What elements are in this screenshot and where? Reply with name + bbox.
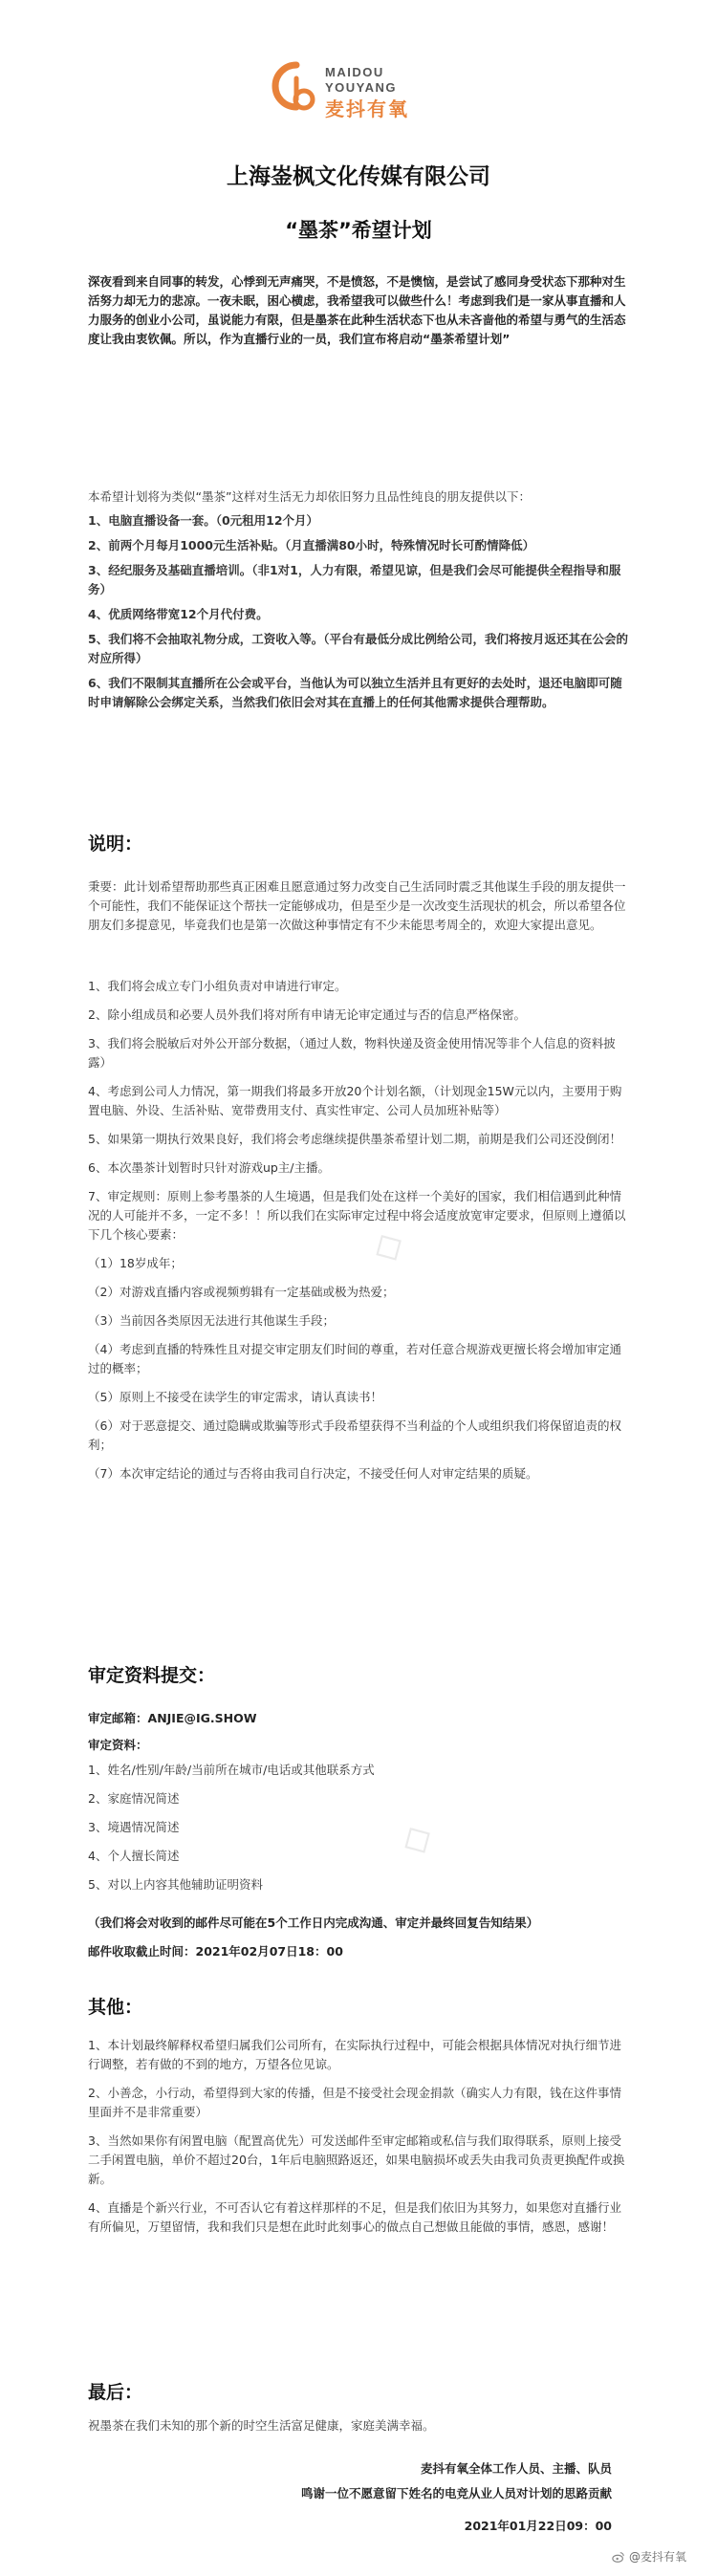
other-item: 4、直播是个新兴行业，不可否认它有着这样那样的不足，但是我们依旧为其努力，如果您对直播行业有所偏见，万望留情，我和我们只是想在此时此刻事心的做点自己想做且能做的事情，感恩，感谢！ — [88, 2200, 621, 2234]
other-item: 3、当然如果你有闲置电脑（配置高优先）可发送邮件至审定邮箱或私信与我们取得联系，原则上接受二手闲置电脑，单价不超过20台，1年后电脑照路返还，如果电脑损坏或丢失由我司负责更换配件或换新。 — [88, 2133, 625, 2186]
logo-text-en-2: YOUYANG — [325, 80, 398, 95]
criteria-item: （5）原则上不接受在读学生的审定需求，请认真读书！ — [88, 1390, 382, 1404]
company-name: 上海崟枫文化传媒有限公司 — [227, 164, 490, 189]
intro-paragraph: 深夜看到来自同事的转发，心悸到无声痛哭，不是愤怒，不是懊恼，是尝试了感同身受状态下那种对生活努力却无力的悲凉。一夜未眠，困心横虑，我希望我可以做些什么！考虑到我们是一家从事直播和人力服务的创业小公司，虽说能力有限，但是墨茶在此种生活状态下也从未吝啬他的希望与勇气的生活态度让我由衷钦佩。所以，作为直播行业的一员，我们宣布将启动“墨茶希望计划” — [88, 274, 626, 346]
section-heading-review: 审定资料提交： — [88, 1665, 216, 1686]
faint-watermark-mark: ◇ — [392, 1811, 441, 1865]
review-materials-label: 审定资料： — [88, 1738, 148, 1752]
explain-item: 3、我们将会脱敏后对外公开部分数据，（通过人数，物料快递及资金使用情况等非个人信息的资料披露） — [88, 1036, 616, 1070]
explain-intro: 秉要：此计划希望帮助那些真正困难且愿意通过努力改变自己生活同时震乏其他谋生手段的朋友提供一个可能性，我们不能保证这个帮扶一定能够成功，但是至少是一次改变生活现状的机会，所以希望各位朋友们多提意见，毕竟我们也是第一次做这种事情定有不少未能思考周全的，欢迎大家提出意见。 — [88, 879, 626, 932]
offer-item: 4、优质网络带宽12个月代付费。 — [88, 607, 269, 621]
review-note: （我们将会对收到的邮件尽可能在5个工作日内完成沟通、审定并最终回复告知结果） — [88, 1916, 539, 1930]
material-item: 1、姓名/性别/年龄/当前所在城市/电话或其他联系方式 — [88, 1763, 375, 1777]
weibo-icon — [612, 2550, 625, 2564]
material-item: 4、个人擅长简述 — [88, 1849, 180, 1863]
faint-watermark-mark: ◇ — [363, 1219, 412, 1272]
section-heading-explain: 说明： — [88, 833, 143, 855]
watermark-text: @麦抖有氧 — [628, 2550, 686, 2564]
material-item: 5、对以上内容其他辅助证明资料 — [88, 1877, 263, 1892]
explain-item: 6、本次墨茶计划暂时只针对游戏up主/主播。 — [88, 1160, 331, 1175]
signature-line-1: 麦抖有氧全体工作人员、主播、队员 — [420, 2461, 612, 2476]
logo-mark-icon — [270, 59, 323, 117]
offers-intro: 本希望计划将为类似“墨茶”这样对生活无力却依旧努力且品性纯良的朋友提供以下： — [88, 489, 531, 504]
review-deadline-line — [88, 1942, 633, 1961]
criteria-item: （6）对于恶意提交、通过隐瞒或欺骗等形式手段希望获得不当利益的个人或组织我们将保留追责的权利； — [88, 1418, 621, 1452]
explain-item: 5、如果第一期执行效果良好，我们将会考虑继续提供墨茶希望计划二期，前期是我们公司还没倒闭！ — [88, 1132, 621, 1146]
material-item: 3、境遇情况简述 — [88, 1820, 180, 1834]
other-item: 1、本计划最终解释权希望归属我们公司所有，在实际执行过程中，可能会根据具体情况对执行细节进行调整，若有做的不到的地方，万望各位见谅。 — [88, 2038, 621, 2071]
material-item: 2、家庭情况简述 — [88, 1791, 180, 1806]
criteria-item: （7）本次审定结论的通过与否将由我司自行决定，不接受任何人对审定结果的质疑。 — [88, 1466, 538, 1481]
plan-title: “墨茶”希望计划 — [285, 219, 432, 242]
weibo-watermark — [612, 2548, 686, 2565]
review-deadline-label: 邮件收取截止时间： — [88, 1944, 196, 1959]
signature-line-2: 鸣谢一位不愿意留下姓名的电竞从业人员对计划的思路贡献 — [300, 2486, 612, 2500]
criteria-item: （3）当前因各类原因无法进行其他谋生手段； — [88, 1313, 335, 1328]
logo-text-cn: 麦抖有氧 — [325, 97, 409, 120]
review-materials-list — [88, 1761, 633, 1894]
review-deadline: 2021年02月07日18：00 — [195, 1944, 343, 1959]
explain-item: 1、我们将会成立专门小组负责对申请进行审定。 — [88, 979, 347, 993]
offers-list — [88, 511, 633, 712]
last-text: 祝墨茶在我们未知的那个新的时空生活富足健康，家庭美满幸福。 — [88, 2418, 435, 2433]
explain-list — [88, 977, 633, 1483]
criteria-item: （4）考虑到直播的特殊性且对提交审定朋友们时间的尊重，若对任意合规游戏更擅长将会增加审定通过的概率； — [88, 1342, 621, 1375]
explain-item: 7、审定规则：原则上参考墨茶的人生境遇，但是我们处在这样一个美好的国家，我们相信遇到此种情况的人可能并不多，一定不多！！所以我们在实际审定过程中将会适度放宽审定要求，但原则上遵循以下几个核心要素： — [88, 1189, 626, 1242]
brand-logo — [270, 59, 451, 120]
signature-date: 2021年01月22日09：00 — [464, 2519, 612, 2533]
section-heading-last: 最后： — [88, 2382, 143, 2403]
signature-block — [301, 2457, 612, 2539]
logo-text-en-1: MAIDOU — [325, 65, 384, 79]
offer-item: 3、经纪服务及基础直播培训。（非1对1，人力有限，希望见谅，但是我们会尽可能提供全程指导和服务） — [88, 563, 621, 596]
section-heading-other: 其他： — [88, 1997, 143, 2018]
other-list — [88, 2036, 633, 2237]
explain-item: 2、除小组成员和必要人员外我们将对所有申请无论审定通过与否的信息严格保密。 — [88, 1007, 526, 1022]
criteria-item: （2）对游戏直播内容或视频剪辑有一定基础或极为热爱； — [88, 1285, 395, 1299]
offer-item: 5、我们将不会抽取礼物分成，工资收入等。（平台有最低分成比例给公司，我们将按月返还其在公会的对应所得） — [88, 632, 628, 665]
review-email-label: 审定邮箱： — [88, 1711, 148, 1725]
offer-item: 6、我们不限制其直播所在公会或平台，当他认为可以独立生活并且有更好的去处时，退还电脑即可随时申请解除公会绑定关系，当然我们依旧会对其在直播上的任何其他需求提供合理帮助。 — [88, 676, 622, 709]
criteria-item: （1）18岁成年； — [88, 1256, 183, 1270]
other-item: 2、小善念，小行动，希望得到大家的传播，但是不接受社会现金捐款（确实人力有限，钱在这件事情里面并不是非常重要） — [88, 2086, 621, 2119]
explain-item: 4、考虑到公司人力情况，第一期我们将最多开放20个计划名额，（计划现金15W元以内，主要用于购置电脑、外设、生活补贴、宽带费用支付、真实性审定、公司人员加班补贴等） — [88, 1084, 622, 1117]
offer-item: 2、前两个月每月1000元生活补贴。（月直播满80小时，特殊情况时长可酌情降低） — [88, 538, 535, 552]
review-email[interactable]: ANJIE@IG.SHOW — [147, 1711, 257, 1725]
review-email-line — [88, 1709, 633, 1728]
offer-item: 1、电脑直播设备一套。（0元租用12个月） — [88, 513, 319, 528]
